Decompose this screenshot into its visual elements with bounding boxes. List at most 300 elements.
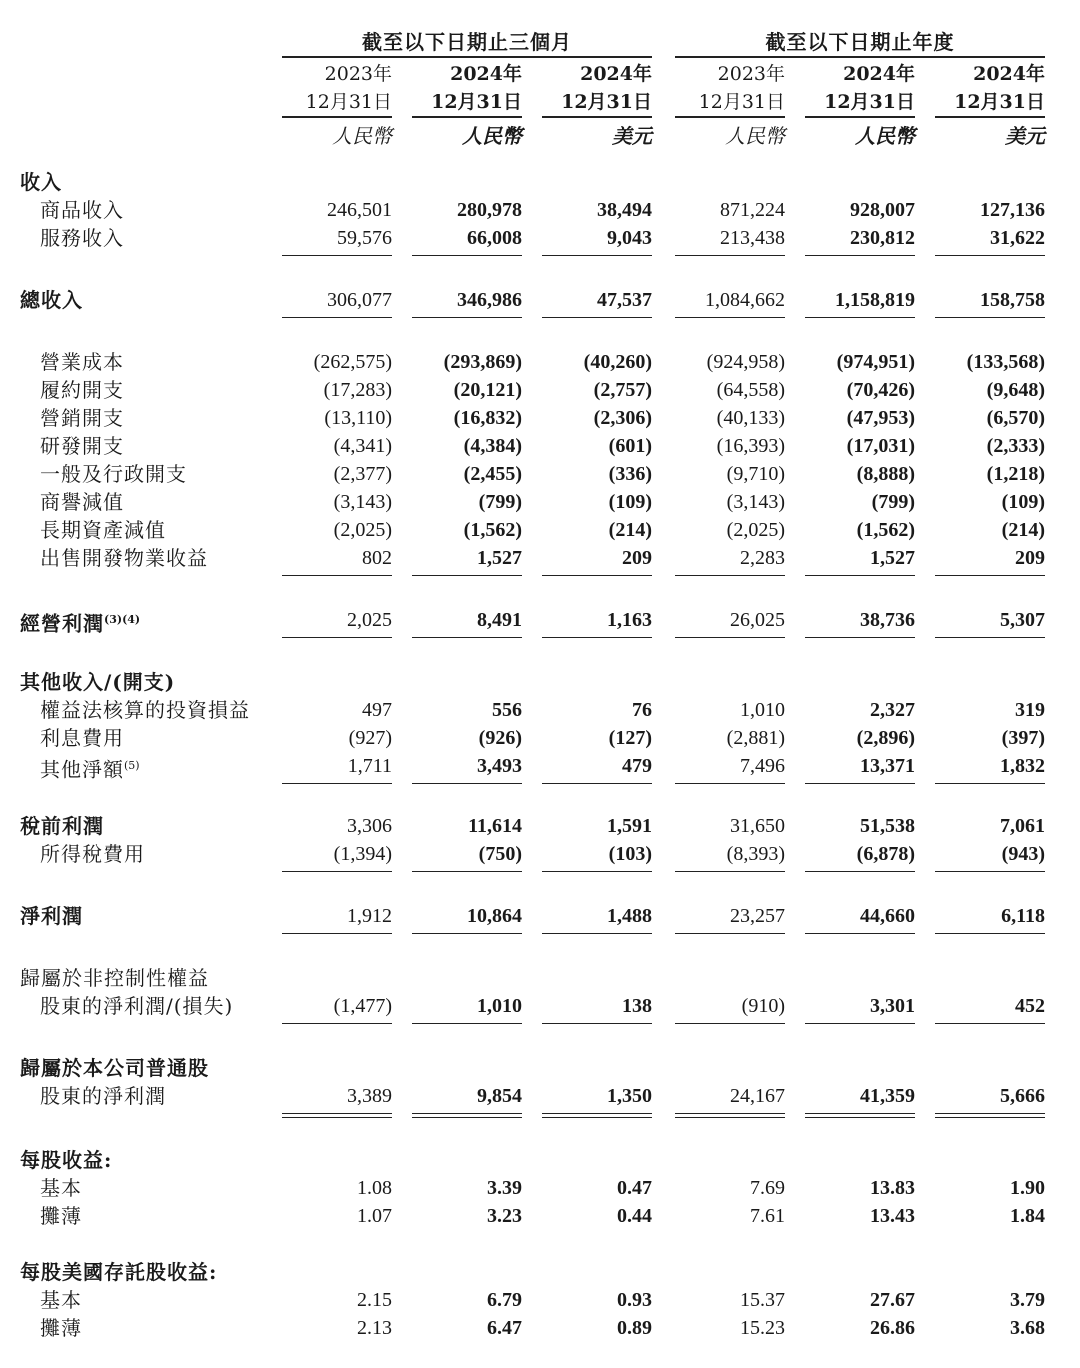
table-row <box>0 404 1080 432</box>
cell-value: 280,978 <box>457 199 522 221</box>
subtotal-underline <box>805 255 915 256</box>
cell-value: 928,007 <box>850 199 915 221</box>
cell-value: (799) <box>871 491 915 513</box>
cell-value: 13.83 <box>870 1177 915 1199</box>
cell-value: 3.23 <box>487 1205 522 1227</box>
cell-value: 319 <box>1015 699 1045 721</box>
cell-value: (2,881) <box>726 727 785 749</box>
cell-value: (6,570) <box>986 407 1045 429</box>
cell-value: 26.86 <box>870 1317 915 1339</box>
cell-value: 44,660 <box>860 905 915 927</box>
subtotal-underline <box>412 317 522 318</box>
subtotal-underline <box>935 637 1045 638</box>
table-row <box>0 1314 1080 1342</box>
subtotal-underline <box>412 255 522 256</box>
cell-value: 1,488 <box>607 905 652 927</box>
cell-value: (2,333) <box>986 435 1045 457</box>
cell-value: 0.89 <box>617 1317 652 1339</box>
cell-value: (214) <box>1001 519 1045 541</box>
subtotal-underline <box>282 933 392 934</box>
cell-value: 1,084,662 <box>705 289 785 311</box>
row-label <box>40 1174 82 1202</box>
cell-value: 1,527 <box>477 547 522 569</box>
subtotal-underline <box>542 933 652 934</box>
cell-value: 23,257 <box>730 905 785 927</box>
cell-value: (17,283) <box>323 379 392 401</box>
cell-value: 1.90 <box>1010 1177 1045 1199</box>
column-date: 12月31日 <box>431 91 522 113</box>
row-label <box>20 286 83 314</box>
cell-value: 0.47 <box>617 1177 652 1199</box>
table-row <box>0 902 1080 930</box>
subtotal-underline <box>542 255 652 256</box>
row-label <box>20 1258 217 1286</box>
cell-value: 1,832 <box>1000 755 1045 777</box>
cell-value: 1,010 <box>740 699 785 721</box>
row-label <box>40 752 140 784</box>
cell-value: 51,538 <box>860 815 915 837</box>
cell-value: 76 <box>632 699 652 721</box>
column-year: 2023年 <box>324 63 392 85</box>
subtotal-underline <box>675 255 785 256</box>
row-label <box>20 1146 112 1174</box>
cell-value: (6,878) <box>856 843 915 865</box>
subtotal-underline <box>935 933 1045 934</box>
cell-value: 5,307 <box>1000 609 1045 631</box>
column-date: 12月31日 <box>954 91 1045 113</box>
row-label <box>20 1054 209 1082</box>
cell-value: (924,958) <box>706 351 785 373</box>
subtotal-underline <box>282 317 392 318</box>
table-row <box>0 196 1080 224</box>
subtotal-underline <box>805 575 915 576</box>
cell-value: 2.15 <box>357 1289 392 1311</box>
cell-value: 10,864 <box>467 905 522 927</box>
table-row <box>0 488 1080 516</box>
cell-value: 9,854 <box>477 1085 522 1107</box>
cell-value: 0.93 <box>617 1289 652 1311</box>
cell-value: 38,494 <box>597 199 652 221</box>
table-row <box>0 964 1080 992</box>
cell-value: 11,614 <box>468 815 522 837</box>
row-label-text: 歸屬於本公司普通股 <box>20 1056 209 1080</box>
subtotal-underline <box>935 783 1045 784</box>
row-label <box>40 1286 82 1314</box>
cell-value: 8,491 <box>477 609 522 631</box>
cell-value: 802 <box>362 547 392 569</box>
group-title-three-months: 截至以下日期止三個月 <box>362 30 572 54</box>
subtotal-underline <box>542 783 652 784</box>
row-label <box>40 348 124 376</box>
cell-value: 41,359 <box>860 1085 915 1107</box>
cell-value: 138 <box>622 995 652 1017</box>
cell-value: 1,158,819 <box>835 289 915 311</box>
row-label-text: 收入 <box>20 170 62 194</box>
column-currency: 美元 <box>612 124 652 148</box>
table-row <box>0 668 1080 696</box>
row-label <box>40 224 124 252</box>
row-label-text: 基本 <box>40 1176 82 1200</box>
row-label <box>40 544 208 572</box>
row-label <box>40 376 124 404</box>
cell-value: 3,493 <box>477 755 522 777</box>
cell-value: 31,622 <box>990 227 1045 249</box>
subtotal-underline <box>282 871 392 872</box>
column-year: 2024年 <box>973 63 1045 85</box>
cell-value: 1,010 <box>477 995 522 1017</box>
cell-value: 3.79 <box>1010 1289 1045 1311</box>
subtotal-underline <box>935 1023 1045 1024</box>
cell-value: (1,562) <box>463 519 522 541</box>
subtotal-underline <box>542 637 652 638</box>
row-label-text: 其他淨額 <box>40 757 124 782</box>
cell-value: (17,031) <box>846 435 915 457</box>
column-date: 12月31日 <box>305 91 392 113</box>
cell-value: (2,377) <box>333 463 392 485</box>
table-row <box>0 696 1080 724</box>
cell-value: (47,953) <box>846 407 915 429</box>
cell-value: (1,477) <box>333 995 392 1017</box>
cell-value: (262,575) <box>313 351 392 373</box>
cell-value: (2,757) <box>593 379 652 401</box>
column-currency: 人民幣 <box>462 124 522 148</box>
cell-value: (109) <box>608 491 652 513</box>
cell-value: (40,133) <box>716 407 785 429</box>
double-underline <box>935 1113 1045 1114</box>
cell-value: (109) <box>1001 491 1045 513</box>
cell-value: 556 <box>492 699 522 721</box>
cell-value: 2,025 <box>347 609 392 631</box>
cell-value: (214) <box>608 519 652 541</box>
cell-value: 230,812 <box>850 227 915 249</box>
cell-value: 1,350 <box>607 1085 652 1107</box>
subtotal-underline <box>805 871 915 872</box>
column-date: 12月31日 <box>698 91 785 113</box>
cell-value: 7,496 <box>740 755 785 777</box>
cell-value: (601) <box>608 435 652 457</box>
cell-value: 26,025 <box>730 609 785 631</box>
cell-value: 209 <box>622 547 652 569</box>
subtotal-underline <box>805 783 915 784</box>
cell-value: (16,393) <box>716 435 785 457</box>
subtotal-underline <box>412 933 522 934</box>
column-currency: 人民幣 <box>725 124 785 148</box>
row-label-text: 股東的淨利潤 <box>40 1084 166 1108</box>
cell-value: (927) <box>348 727 392 749</box>
cell-value: 1,912 <box>347 905 392 927</box>
cell-value: (750) <box>478 843 522 865</box>
column-currency: 人民幣 <box>332 124 392 148</box>
column-currency: 人民幣 <box>855 124 915 148</box>
double-underline <box>542 1113 652 1114</box>
cell-value: (9,710) <box>726 463 785 485</box>
cell-value: 7.61 <box>750 1205 785 1227</box>
row-label-text: 長期資產減值 <box>40 518 166 542</box>
row-label-text: 基本 <box>40 1288 82 1312</box>
subtotal-underline <box>805 1023 915 1024</box>
row-label <box>40 696 250 724</box>
cell-value: 38,736 <box>860 609 915 631</box>
cell-value: 13,371 <box>860 755 915 777</box>
table-row <box>0 1054 1080 1082</box>
table-row <box>0 376 1080 404</box>
cell-value: (4,341) <box>333 435 392 457</box>
cell-value: (943) <box>1001 843 1045 865</box>
cell-value: (926) <box>478 727 522 749</box>
cell-value: 306,077 <box>327 289 392 311</box>
row-label-text: 履約開支 <box>40 378 124 402</box>
row-label-text: 營銷開支 <box>40 406 124 430</box>
subtotal-underline <box>542 575 652 576</box>
row-label <box>20 902 83 930</box>
row-label <box>40 1082 166 1110</box>
table-row <box>0 168 1080 196</box>
row-label-text: 商譽減值 <box>40 490 124 514</box>
cell-value: (974,951) <box>836 351 915 373</box>
row-label-text: 攤薄 <box>40 1204 82 1228</box>
cell-value: 246,501 <box>327 199 392 221</box>
table-row <box>0 1174 1080 1202</box>
table-row <box>0 1082 1080 1110</box>
footnote-marker: (5) <box>124 759 140 772</box>
table-row <box>0 460 1080 488</box>
cell-value: 158,758 <box>980 289 1045 311</box>
cell-value: 5,666 <box>1000 1085 1045 1107</box>
cell-value: (16,832) <box>453 407 522 429</box>
row-label <box>40 432 124 460</box>
row-label-text: 利息費用 <box>40 726 124 750</box>
row-label <box>40 1202 82 1230</box>
cell-value: 1,591 <box>607 815 652 837</box>
row-label <box>40 992 233 1020</box>
cell-value: 31,650 <box>730 815 785 837</box>
double-underline <box>675 1113 785 1114</box>
row-label-text: 研發開支 <box>40 434 124 458</box>
subtotal-underline <box>805 933 915 934</box>
cell-value: 497 <box>362 699 392 721</box>
cell-value: (2,306) <box>593 407 652 429</box>
cell-value: (133,568) <box>966 351 1045 373</box>
cell-value: 15.37 <box>740 1289 785 1311</box>
subtotal-underline <box>412 637 522 638</box>
row-label <box>40 516 166 544</box>
cell-value: 1,711 <box>347 755 392 777</box>
table-row <box>0 752 1080 780</box>
table-row <box>0 544 1080 572</box>
subtotal-underline <box>675 575 785 576</box>
table-row <box>0 812 1080 840</box>
subtotal-underline <box>542 317 652 318</box>
subtotal-underline <box>282 783 392 784</box>
cell-value: 6.79 <box>487 1289 522 1311</box>
cell-value: (9,648) <box>986 379 1045 401</box>
cell-value: 1,527 <box>870 547 915 569</box>
cell-value: (2,455) <box>463 463 522 485</box>
row-label <box>20 812 104 840</box>
row-label-text: 服務收入 <box>40 226 124 250</box>
cell-value: 2,283 <box>740 547 785 569</box>
table-row <box>0 1146 1080 1174</box>
row-label-text: 商品收入 <box>40 198 124 222</box>
cell-value: 59,576 <box>337 227 392 249</box>
row-label-text: 股東的淨利潤/(損失) <box>40 994 234 1018</box>
cell-value: 24,167 <box>730 1085 785 1107</box>
subtotal-underline <box>542 871 652 872</box>
subtotal-underline <box>282 1023 392 1024</box>
cell-value: 127,136 <box>980 199 1045 221</box>
cell-value: (8,888) <box>856 463 915 485</box>
table-row <box>0 1258 1080 1286</box>
column-year: 2024年 <box>843 63 915 85</box>
cell-value: (64,558) <box>716 379 785 401</box>
cell-value: (1,562) <box>856 519 915 541</box>
cell-value: (2,025) <box>333 519 392 541</box>
row-label-text: 所得稅費用 <box>40 842 145 866</box>
row-label <box>20 606 140 638</box>
cell-value: 66,008 <box>467 227 522 249</box>
subtotal-underline <box>282 255 392 256</box>
row-label <box>40 724 124 752</box>
cell-value: 2.13 <box>357 1317 392 1339</box>
cell-value: (13,110) <box>324 407 392 429</box>
group-title-year: 截至以下日期止年度 <box>765 30 955 54</box>
subtotal-underline <box>412 1023 522 1024</box>
row-label <box>20 168 62 196</box>
cell-value: 9,043 <box>607 227 652 249</box>
row-label-text: 營業成本 <box>40 350 124 374</box>
cell-value: (397) <box>1001 727 1045 749</box>
cell-value: (3,143) <box>726 491 785 513</box>
row-label-text: 一般及行政開支 <box>40 462 187 486</box>
table-row <box>0 224 1080 252</box>
column-date: 12月31日 <box>561 91 652 113</box>
subtotal-underline <box>935 575 1045 576</box>
subtotal-underline <box>675 637 785 638</box>
cell-value: (8,393) <box>726 843 785 865</box>
table-row <box>0 840 1080 868</box>
table-row <box>0 1286 1080 1314</box>
cell-value: 47,537 <box>597 289 652 311</box>
row-label-text: 稅前利潤 <box>20 814 104 838</box>
table-row <box>0 432 1080 460</box>
row-label-text: 淨利潤 <box>20 904 83 928</box>
cell-value: 871,224 <box>720 199 785 221</box>
subtotal-underline <box>412 871 522 872</box>
cell-value: 213,438 <box>720 227 785 249</box>
cell-value: 6,118 <box>1001 905 1045 927</box>
row-label <box>40 840 145 868</box>
cell-value: (20,121) <box>453 379 522 401</box>
row-label-text: 出售開發物業收益 <box>40 546 208 570</box>
row-label-text: 攤薄 <box>40 1316 82 1340</box>
cell-value: (4,384) <box>463 435 522 457</box>
row-label-text: 其他收入/(開支) <box>20 670 176 694</box>
cell-value: 3,389 <box>347 1085 392 1107</box>
subtotal-underline <box>675 317 785 318</box>
subtotal-underline <box>675 933 785 934</box>
subtotal-underline <box>412 783 522 784</box>
row-label-text: 經營利潤 <box>20 611 104 636</box>
subtotal-underline <box>805 317 915 318</box>
subtotal-underline <box>805 637 915 638</box>
subtotal-underline <box>675 783 785 784</box>
cell-value: 6.47 <box>487 1317 522 1339</box>
double-underline <box>805 1113 915 1114</box>
row-label <box>40 1314 82 1342</box>
table-row <box>0 606 1080 634</box>
cell-value: (1,218) <box>986 463 1045 485</box>
cell-value: 3,306 <box>347 815 392 837</box>
cell-value: 7,061 <box>1000 815 1045 837</box>
column-year: 2023年 <box>717 63 785 85</box>
column-year: 2024年 <box>450 63 522 85</box>
row-label <box>40 404 124 432</box>
cell-value: (1,394) <box>333 843 392 865</box>
cell-value: (293,869) <box>443 351 522 373</box>
cell-value: (2,896) <box>856 727 915 749</box>
cell-value: 1.08 <box>357 1177 392 1199</box>
cell-value: (2,025) <box>726 519 785 541</box>
cell-value: 13.43 <box>870 1205 915 1227</box>
cell-value: 7.69 <box>750 1177 785 1199</box>
column-date: 12月31日 <box>824 91 915 113</box>
row-label <box>20 964 209 992</box>
row-label-text: 總收入 <box>20 288 83 312</box>
row-label <box>40 488 124 516</box>
cell-value: 15.23 <box>740 1317 785 1339</box>
cell-value: 346,986 <box>457 289 522 311</box>
cell-value: (103) <box>608 843 652 865</box>
subtotal-underline <box>675 871 785 872</box>
cell-value: 209 <box>1015 547 1045 569</box>
row-label-text: 每股美國存託股收益: <box>20 1260 218 1284</box>
row-label-text: 每股收益: <box>20 1148 113 1172</box>
subtotal-underline <box>935 871 1045 872</box>
row-label-text: 歸屬於非控制性權益 <box>20 966 209 990</box>
subtotal-underline <box>542 1023 652 1024</box>
cell-value: (40,260) <box>583 351 652 373</box>
cell-value: 2,327 <box>870 699 915 721</box>
cell-value: (3,143) <box>333 491 392 513</box>
subtotal-underline <box>935 255 1045 256</box>
table-row <box>0 724 1080 752</box>
row-label-text: 權益法核算的投資損益 <box>40 698 250 722</box>
footnote-marker: (3)(4) <box>104 613 141 626</box>
subtotal-underline <box>412 575 522 576</box>
subtotal-underline <box>935 317 1045 318</box>
row-label <box>20 668 175 696</box>
cell-value: (70,426) <box>846 379 915 401</box>
cell-value: 3.68 <box>1010 1317 1045 1339</box>
subtotal-underline <box>675 1023 785 1024</box>
double-underline <box>412 1113 522 1114</box>
table-row <box>0 992 1080 1020</box>
cell-value: 452 <box>1015 995 1045 1017</box>
column-year: 2024年 <box>580 63 652 85</box>
column-currency: 美元 <box>1005 124 1045 148</box>
cell-value: (910) <box>741 995 785 1017</box>
cell-value: 1.84 <box>1010 1205 1045 1227</box>
table-row <box>0 1202 1080 1230</box>
cell-value: 27.67 <box>870 1289 915 1311</box>
cell-value: 1.07 <box>357 1205 392 1227</box>
cell-value: 3.39 <box>487 1177 522 1199</box>
cell-value: 479 <box>622 755 652 777</box>
row-label <box>40 196 124 224</box>
cell-value: (336) <box>608 463 652 485</box>
table-row <box>0 516 1080 544</box>
subtotal-underline <box>282 575 392 576</box>
